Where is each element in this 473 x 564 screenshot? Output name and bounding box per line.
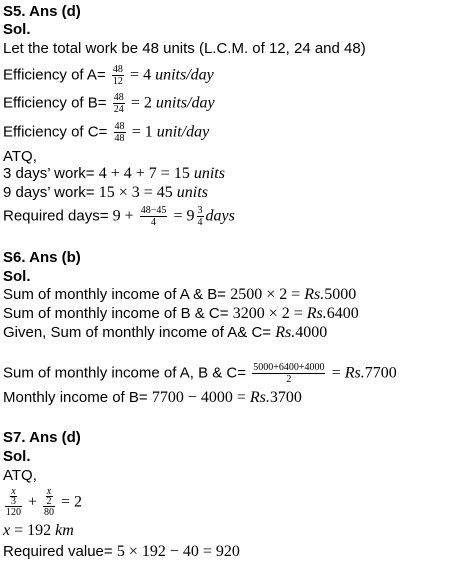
income-b-label: Monthly income of B= xyxy=(3,389,152,406)
income-bc-expression: 3200 × 2 = xyxy=(232,305,307,322)
efficiency-a-value: = 4 xyxy=(130,66,156,84)
s7-distance xyxy=(3,522,74,540)
nine-days-expression: 15 × 3 = 45 xyxy=(98,184,177,201)
efficiency-a-fraction xyxy=(112,64,124,87)
distance-unit: km xyxy=(55,522,74,539)
fraction-numerator: 3 xyxy=(197,205,203,216)
distance-variable: x xyxy=(3,522,11,539)
fraction-numerator: 48 xyxy=(113,92,124,103)
three-days-unit: units xyxy=(193,165,225,182)
s6-income-bc xyxy=(3,305,359,323)
s5-total-work-line: Let the total work be 48 units (L.C.M. of 12, 24 and 48) xyxy=(3,40,366,57)
fraction-numerator: 48 xyxy=(112,64,123,75)
fraction-denominator: 48 xyxy=(114,133,125,144)
income-b-value: 3700 xyxy=(269,389,302,406)
income-b-expression: 7700 − 4000 = xyxy=(151,389,250,406)
income-abc-fraction xyxy=(252,362,325,385)
fraction-denominator: 2 xyxy=(252,373,325,385)
efficiency-b-value: = 2 xyxy=(130,94,156,112)
equation-fraction-1 xyxy=(5,487,22,518)
efficiency-c-fraction xyxy=(114,121,126,144)
s7-equation xyxy=(3,487,82,518)
s7-sol-label: Sol. xyxy=(3,448,31,465)
s6-income-ac xyxy=(3,324,327,342)
income-abc-value: 7700 xyxy=(364,364,397,382)
s6-income-abc xyxy=(3,362,397,385)
s5-efficiency-c xyxy=(3,121,209,144)
efficiency-b-fraction xyxy=(113,92,125,115)
required-days-unit: days xyxy=(205,207,235,225)
s6-sol-label: Sol. xyxy=(3,268,31,285)
fraction-numerator xyxy=(5,487,22,506)
efficiency-a-unit: units/day xyxy=(155,66,214,84)
efficiency-b-unit: units/day xyxy=(155,94,215,112)
inner-denominator: 2 xyxy=(46,496,52,507)
plus-sign: + xyxy=(24,493,42,511)
required-days-pre: 9 + xyxy=(112,207,138,225)
inner-fraction xyxy=(46,487,53,506)
nine-days-unit: units xyxy=(176,184,208,201)
required-days-fraction xyxy=(140,205,168,228)
s7-required-value xyxy=(3,543,240,561)
income-bc-value: 6400 xyxy=(326,305,359,322)
s5-sol-label: Sol. xyxy=(3,21,31,38)
three-days-label: 3 days’ work= xyxy=(3,165,99,182)
efficiency-c-unit: unit/day xyxy=(156,123,210,141)
required-value-expression: 5 × 192 − 40 = 920 xyxy=(116,543,240,560)
inner-numerator: x xyxy=(46,486,52,497)
rupee-symbol: Rs. xyxy=(275,324,296,341)
rupee-symbol: Rs. xyxy=(304,286,325,303)
nine-days-label: 9 days’ work= xyxy=(3,184,99,201)
mixed-fraction xyxy=(197,205,204,228)
s5-heading: S5. Ans (d) xyxy=(3,3,81,20)
s7-atq-label: ATQ, xyxy=(3,467,37,484)
fraction-denominator: 12 xyxy=(112,76,123,87)
inner-denominator: 3 xyxy=(11,496,16,507)
s7-heading: S7. Ans (d) xyxy=(3,429,81,446)
income-ab-value: 5000 xyxy=(324,286,357,303)
efficiency-c-label: Efficiency of C= xyxy=(3,123,108,141)
fraction-numerator: 48−45 xyxy=(140,205,167,216)
equation-rhs: = 2 xyxy=(57,493,83,511)
s5-nine-days-work xyxy=(3,184,208,202)
inner-numerator: x xyxy=(11,486,16,497)
s5-efficiency-a xyxy=(3,64,214,87)
fraction-numerator: 48 xyxy=(114,121,125,132)
rupee-symbol: Rs. xyxy=(249,389,270,406)
equation-fraction-2 xyxy=(43,487,55,518)
s6-heading: S6. Ans (b) xyxy=(3,249,81,266)
fraction-numerator xyxy=(43,487,55,506)
required-days-label: Required days= xyxy=(3,207,113,225)
fraction-denominator: 4 xyxy=(197,217,203,228)
s5-atq-label: ATQ, xyxy=(3,148,37,165)
efficiency-a-label: Efficiency of A= xyxy=(3,66,106,84)
required-value-label: Required value= xyxy=(3,543,117,560)
s5-three-days-work xyxy=(3,165,225,183)
s6-income-ab xyxy=(3,286,356,304)
income-abc-equals: = xyxy=(331,364,345,382)
income-ac-value: 4000 xyxy=(295,324,328,341)
income-bc-label: Sum of monthly income of B & C= xyxy=(3,305,233,322)
income-ac-label: Given, Sum of monthly income of A& C= xyxy=(3,324,276,341)
fraction-denominator: 120 xyxy=(6,507,21,518)
required-days-equals: = 9 xyxy=(173,207,195,225)
fraction-denominator: 24 xyxy=(113,104,124,115)
income-ab-expression: 2500 × 2 = xyxy=(230,286,305,303)
efficiency-c-value: = 1 xyxy=(131,123,157,141)
rupee-symbol: Rs. xyxy=(306,305,327,322)
s5-required-days xyxy=(3,205,235,228)
three-days-expression: 4 + 4 + 7 = 15 xyxy=(98,165,194,182)
s6-income-b xyxy=(3,389,302,407)
efficiency-b-label: Efficiency of B= xyxy=(3,94,107,112)
inner-fraction xyxy=(10,487,17,506)
distance-expression: = 192 xyxy=(10,522,56,539)
income-abc-label: Sum of monthly income of A, B & C= xyxy=(3,364,251,382)
fraction-denominator: 80 xyxy=(44,507,55,518)
income-ab-label: Sum of monthly income of A & B= xyxy=(3,286,231,303)
fraction-numerator: 5000+6400+4000 xyxy=(253,362,325,373)
s5-efficiency-b xyxy=(3,92,215,115)
rupee-symbol: Rs. xyxy=(344,364,365,382)
fraction-denominator: 4 xyxy=(140,216,168,228)
